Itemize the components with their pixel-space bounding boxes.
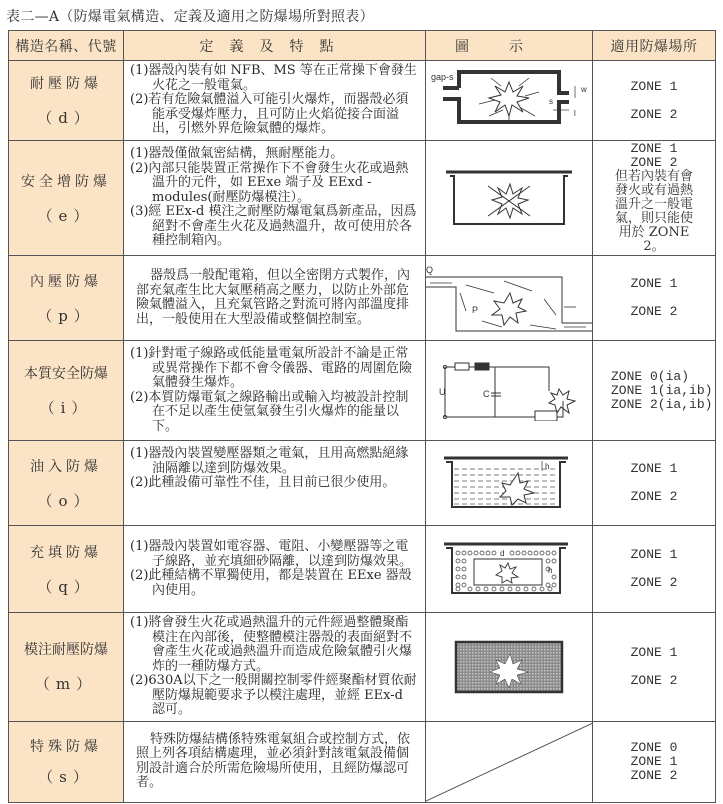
definition-cell	[124, 256, 426, 341]
intrinsic-safety-circuit-diagram-icon	[439, 361, 579, 421]
definition-cell	[124, 141, 426, 256]
table-row	[9, 526, 716, 613]
svg-text:U: U	[439, 386, 446, 397]
figure-cell	[426, 613, 593, 722]
definition-cell	[124, 61, 426, 141]
definition-item: (2)內部只能裝置正常操作下不會發生火花或過熱溫升的元件，如 EExe 端子及 EExd -modules(耐壓防爆模注）。	[130, 160, 409, 205]
type-name-cell	[9, 341, 124, 441]
zone-label: ZONE 2	[630, 575, 678, 590]
zone-label: ZONE 0	[630, 739, 678, 755]
type-code: （i）	[39, 399, 93, 417]
definition-item: 特殊防爆結構係特殊電氣組合或控制方式，依照上列各項結構處理，並必須針對該電氣設備個別設計適合於所需危險場所使用，且經防爆認可者。	[136, 731, 411, 790]
svg-text:h: h	[548, 566, 553, 575]
zone-label: ZONE 0(ia)	[611, 368, 690, 384]
type-code: （m）	[34, 675, 98, 694]
definition-cell	[124, 721, 426, 802]
svg-text:d: d	[500, 549, 505, 558]
table-row	[9, 341, 716, 441]
zone-label: ZONE 1	[630, 461, 678, 476]
svg-text:gap-s: gap-s	[431, 71, 454, 82]
type-name-cell	[9, 613, 124, 722]
zones-cell	[593, 441, 716, 526]
definition-cell	[124, 526, 426, 613]
header-definition: 定義及特點	[124, 31, 426, 61]
figure-cell	[426, 721, 593, 802]
type-name: 本質安全防爆	[24, 366, 108, 382]
zone-label: ZONE 1(ia,ib)	[611, 382, 713, 398]
svg-text:P: P	[472, 305, 479, 315]
zone-label: ZONE 2	[630, 106, 678, 122]
definition-cell	[124, 441, 426, 526]
zones-cell	[593, 613, 716, 722]
zone-note: 但若內裝有會發火或有過熱溫升之一般電氣，則只能使用於 ZONE 2。	[614, 169, 693, 254]
header-row	[9, 31, 716, 61]
definition-item: (1)將會發生火花或過熱溫升的元件經過整體聚酯模注在內部後，使整體模注器殼的表面絕對不會產生火花或過熱溫升而造成危險氣體引火爆炸的一種防爆方式。	[130, 615, 413, 674]
table-title: 表二—A（防爆電氣構造、定義及適用之防爆場所對照表）	[6, 9, 374, 25]
definition-cell	[124, 341, 426, 441]
figure-cell	[426, 61, 593, 141]
definition-item: (1)針對電子線路或低能量電氣所設計不論是正常或異常操作下都不會令儀器、電路的周圍危險氣體發生爆炸。	[130, 346, 413, 390]
svg-text:h: h	[545, 462, 550, 471]
flameproof-enclosure-diagram-icon	[429, 66, 589, 136]
zone-label: ZONE 2	[630, 304, 678, 319]
zone-label: ZONE 2	[630, 767, 678, 783]
zone-label: ZONE 2	[630, 672, 678, 688]
zone-label: ZONE 1	[630, 78, 678, 94]
type-name: 耐壓防爆	[30, 76, 102, 92]
type-name-cell	[9, 526, 124, 613]
zones-cell	[593, 256, 716, 341]
header-figure: 圖示	[426, 31, 593, 61]
svg-text:C: C	[483, 388, 490, 399]
definition-item: (2)630A以下之一般開關控制零件經聚酯材質依耐壓防爆規範要求予以模注處理，並經 EEx-d 認可。	[130, 673, 417, 717]
type-name: 充填防爆	[30, 544, 102, 561]
figure-cell	[426, 141, 593, 256]
svg-text:w: w	[581, 84, 587, 94]
svg-text:s: s	[549, 96, 553, 106]
encapsulation-diagram-icon	[454, 640, 564, 694]
type-code: （s）	[38, 768, 94, 786]
type-name-cell	[9, 441, 124, 526]
header-name: 構造名稱、代號	[9, 31, 124, 61]
zone-label: ZONE 2(ia,ib)	[611, 396, 713, 412]
zone-label: ZONE 2	[630, 489, 678, 504]
figure-cell	[426, 341, 593, 441]
definition-item: (1)器殼內裝有如 NFB、MS 等在正常操下會發生火花之一般電氣。	[130, 63, 417, 93]
table-row	[9, 256, 716, 341]
type-name: 安全增防爆	[21, 173, 111, 190]
oil-immersion-diagram-icon	[444, 455, 574, 511]
svg-text:l: l	[574, 108, 576, 118]
table-row	[9, 441, 716, 526]
type-name-cell	[9, 141, 124, 256]
definition-item: (1)器殼內裝置變壓器類之電氣，且用高燃點絕緣油隔離以達到防爆效果。	[130, 446, 409, 476]
table-row	[9, 613, 716, 722]
definition-item: 器殼爲一般配電箱，但以全密閉方式製作，內部充氣產生比大氣壓稍高之壓力，以防止外部危險氣體溢入，且充氣管路之對流可將內部溫度排出，一般使用在大型設備或整個控制室。	[136, 268, 411, 327]
type-name-cell	[9, 721, 124, 802]
type-code: （o）	[37, 491, 95, 510]
zone-label: ZONE 1	[630, 644, 678, 660]
type-code: （e）	[37, 206, 95, 225]
definition-item: (2)本質防爆電氣之線路輸出或輸入均被設計控制在不足以產生使氫氣發生引火爆炸的能量以下。	[130, 389, 409, 434]
zone-label: ZONE 1	[630, 276, 678, 291]
figure-cell	[426, 526, 593, 613]
svg-text:Q: Q	[426, 265, 434, 275]
type-name: 油入防爆	[30, 458, 102, 475]
zone-label: ZONE 1	[630, 547, 678, 562]
explosion-proof-comparison-table	[8, 30, 716, 803]
zones-cell	[593, 341, 716, 441]
definition-item: (3)經 EEx-d 模注之耐壓防爆電氣爲新產品，因爲絕對不會產生火花及過熱溫升，故可使用於各種控制箱內。	[130, 204, 417, 249]
type-name: 模注耐壓防爆	[24, 642, 108, 659]
table-row	[9, 721, 716, 802]
zones-cell	[593, 526, 716, 613]
zone-label: ZONE 2	[630, 155, 678, 170]
figure-cell	[426, 256, 593, 341]
definition-item: (1)器殼僅做氣密結構，無耐壓能力。	[130, 146, 344, 162]
type-name-cell	[9, 256, 124, 341]
zones-cell	[593, 141, 716, 256]
type-name: 特殊防爆	[30, 739, 102, 755]
type-code: （p）	[37, 306, 95, 325]
table-row	[9, 141, 716, 256]
figure-cell	[426, 441, 593, 526]
type-name: 內壓防爆	[30, 273, 102, 290]
definition-item: (2)此種設備可靠性不佳，且目前已很少使用。	[130, 475, 396, 490]
increased-safety-enclosure-diagram-icon	[444, 168, 574, 228]
zones-cell	[593, 721, 716, 802]
table-row	[9, 61, 716, 141]
zone-label: ZONE 1	[630, 753, 678, 769]
pressurized-enclosure-diagram-icon	[426, 263, 592, 333]
zone-label: ZONE 1	[630, 141, 678, 156]
header-zones: 適用防爆場所	[593, 31, 716, 61]
definition-item: (2)若有危險氣體溢入可能引火爆炸，而器殼必須能承受爆炸壓力，且可防止火焰從接合面溢出，引燃外界危險氣體的爆炸。	[130, 92, 409, 137]
type-name-cell	[9, 61, 124, 141]
powder-filling-diagram-icon	[444, 541, 574, 597]
zones-cell	[593, 61, 716, 141]
definition-item: (2)此種結構不單獨使用，都是裝置在 EExe 器殼內使用。	[130, 568, 412, 598]
definition-item: (1)器殼內裝置如電容器、電阻、小變壓器等之電子線路，並充填細砂隔離，以達到防爆效果。	[130, 539, 413, 569]
type-code: （d）	[37, 109, 95, 127]
diagonal-empty-cell-icon	[426, 722, 593, 802]
definition-cell	[124, 613, 426, 722]
type-code: （q）	[37, 577, 95, 596]
